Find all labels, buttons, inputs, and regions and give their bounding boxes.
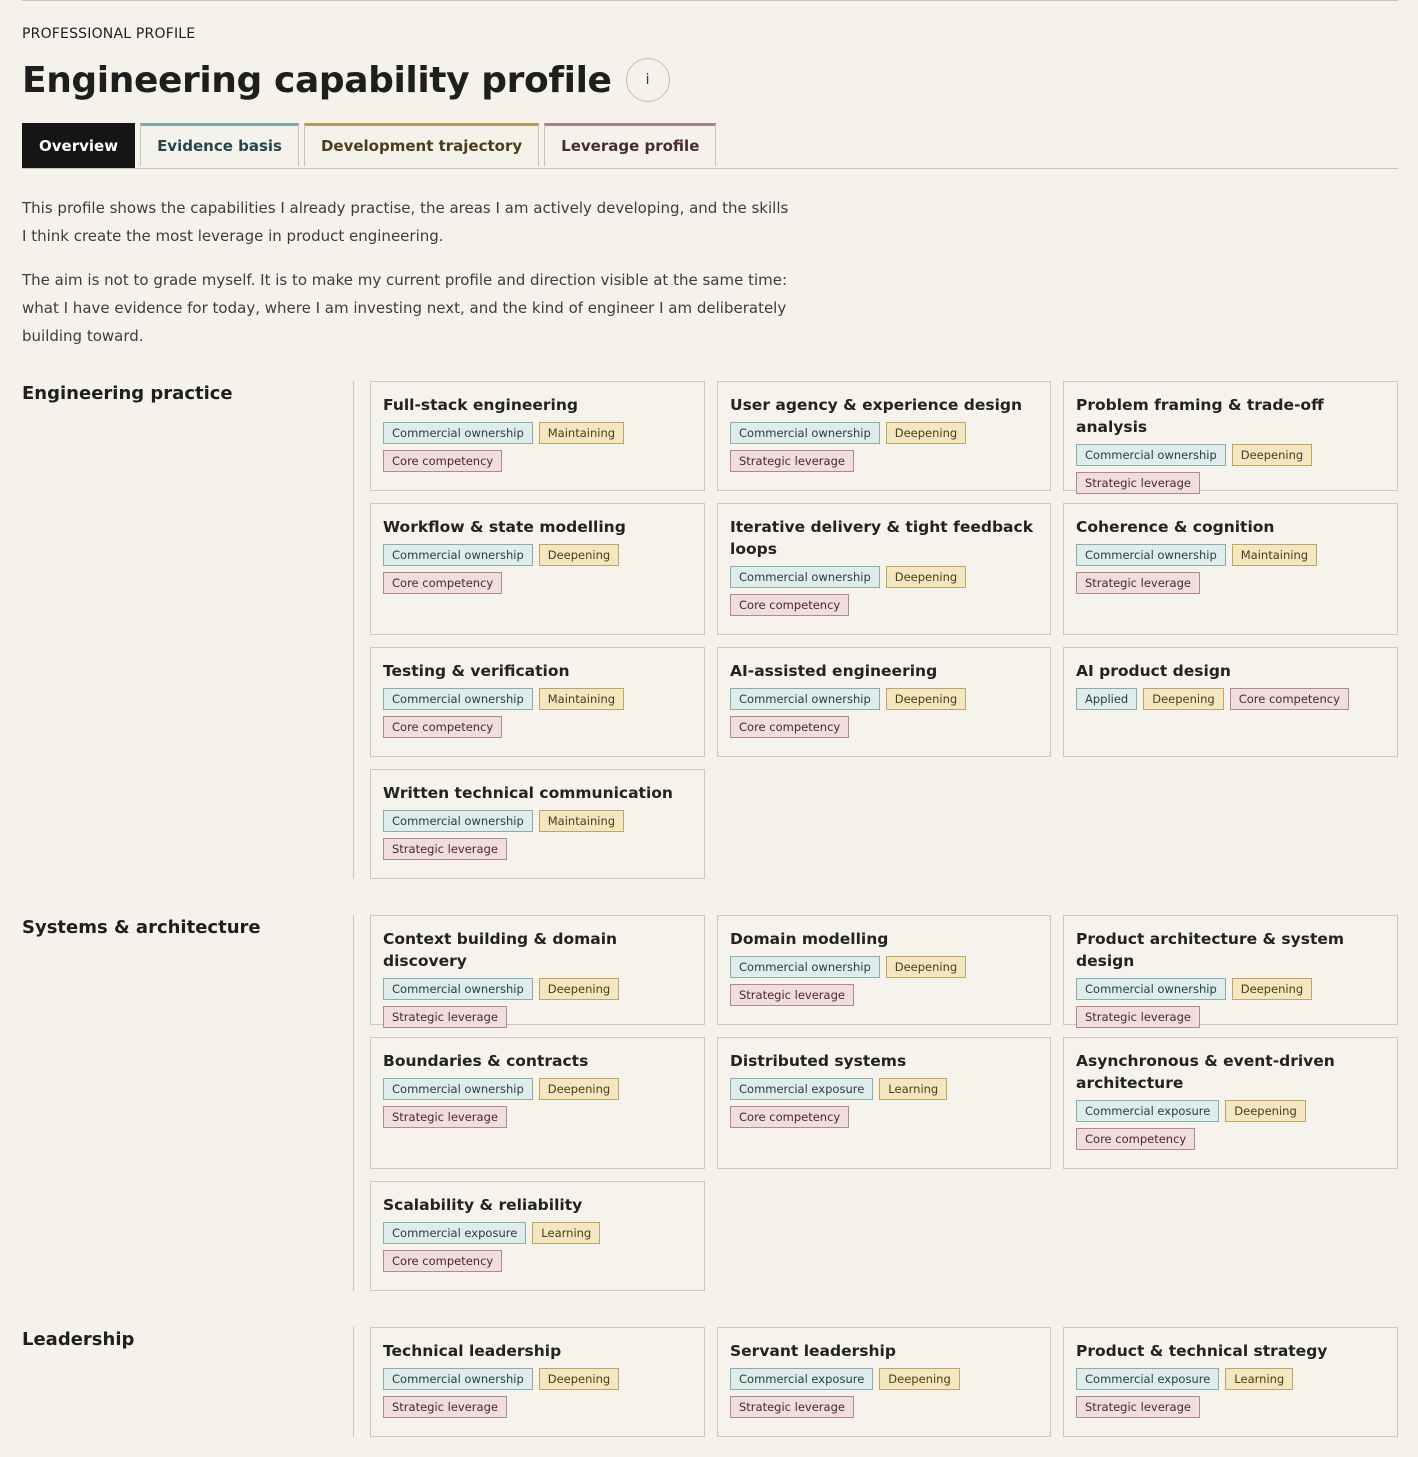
tag-list — [730, 956, 1038, 1006]
leverage-tag: Core competency — [730, 594, 849, 616]
capability-card[interactable] — [1063, 503, 1398, 635]
section-divider — [353, 1327, 354, 1437]
tag-list — [383, 1222, 692, 1272]
level-tag: Deepening — [886, 956, 966, 978]
tag-list — [383, 1078, 692, 1128]
section-title: Systems & architecture — [22, 917, 261, 938]
ownership-tag: Commercial ownership — [1076, 544, 1226, 566]
capability-grid — [370, 381, 1398, 879]
tag-list — [1076, 444, 1385, 494]
capability-card[interactable] — [717, 1037, 1051, 1169]
leverage-tag: Core competency — [730, 1106, 849, 1128]
capability-title: Testing & verification — [383, 662, 570, 680]
section-title: Engineering practice — [22, 383, 233, 404]
level-tag: Maintaining — [539, 422, 624, 444]
level-tag: Deepening — [1232, 444, 1312, 466]
capability-card[interactable] — [717, 381, 1051, 491]
level-tag: Deepening — [879, 1368, 959, 1390]
tag-list — [383, 422, 692, 472]
ownership-tag: Commercial ownership — [383, 544, 533, 566]
level-tag: Deepening — [539, 978, 619, 1000]
intro-text — [22, 194, 792, 366]
level-tag: Maintaining — [539, 810, 624, 832]
ownership-tag: Commercial exposure — [730, 1078, 873, 1100]
intro-paragraph: This profile shows the capabilities I already practise, the areas I am actively developing, and the skills I think create the most leverage in product engineering. — [22, 199, 789, 245]
tab-leverage-profile[interactable]: Leverage profile — [544, 123, 716, 166]
tag-list — [383, 544, 692, 594]
tag-list — [383, 810, 692, 860]
leverage-tag: Strategic leverage — [383, 838, 507, 860]
tab-development-trajectory[interactable]: Development trajectory — [304, 123, 539, 166]
capability-card[interactable] — [1063, 1327, 1398, 1437]
capability-card[interactable] — [717, 1327, 1051, 1437]
level-tag: Learning — [879, 1078, 947, 1100]
capability-title: Asynchronous & event-driven architecture — [1076, 1052, 1335, 1092]
tag-list — [383, 688, 692, 738]
ownership-tag: Commercial exposure — [1076, 1100, 1219, 1122]
level-tag: Deepening — [539, 1368, 619, 1390]
level-tag: Learning — [532, 1222, 600, 1244]
leverage-tag: Core competency — [383, 716, 502, 738]
info-icon: i — [645, 72, 650, 88]
ownership-tag: Commercial ownership — [730, 566, 880, 588]
tag-list — [730, 1078, 1038, 1128]
capability-card[interactable] — [717, 647, 1051, 757]
capability-grid — [370, 915, 1398, 1291]
capability-grid — [370, 1327, 1398, 1437]
leverage-tag: Strategic leverage — [730, 984, 854, 1006]
leverage-tag: Core competency — [1076, 1128, 1195, 1150]
ownership-tag: Commercial ownership — [730, 422, 880, 444]
level-tag: Deepening — [539, 544, 619, 566]
capability-title: Servant leadership — [730, 1342, 896, 1360]
tag-list — [1076, 1368, 1385, 1418]
level-tag: Learning — [1225, 1368, 1293, 1390]
capability-card[interactable] — [1063, 381, 1398, 491]
leverage-tag: Core competency — [383, 1250, 502, 1272]
capability-card[interactable] — [370, 503, 705, 635]
ownership-tag: Commercial ownership — [383, 1368, 533, 1390]
capability-card[interactable] — [717, 503, 1051, 635]
capability-title: Technical leadership — [383, 1342, 562, 1360]
ownership-tag: Commercial exposure — [383, 1222, 526, 1244]
leverage-tag: Core competency — [383, 572, 502, 594]
tag-list — [383, 1368, 692, 1418]
capability-card[interactable] — [370, 915, 705, 1025]
capability-title: AI-assisted engineering — [730, 662, 938, 680]
capability-card[interactable] — [1063, 647, 1398, 757]
leverage-tag: Strategic leverage — [730, 1396, 854, 1418]
ownership-tag: Commercial ownership — [383, 422, 533, 444]
level-tag: Maintaining — [539, 688, 624, 710]
capability-title: Product & technical strategy — [1076, 1342, 1328, 1360]
ownership-tag: Commercial ownership — [1076, 978, 1226, 1000]
capability-card[interactable] — [370, 1327, 705, 1437]
capability-card[interactable] — [370, 381, 705, 491]
ownership-tag: Commercial exposure — [1076, 1368, 1219, 1390]
capability-title: Scalability & reliability — [383, 1196, 583, 1214]
ownership-tag: Commercial ownership — [383, 688, 533, 710]
tag-list — [1076, 544, 1385, 594]
leverage-tag: Strategic leverage — [1076, 1396, 1200, 1418]
tag-list — [383, 978, 692, 1028]
capability-title: Context building & domain discovery — [383, 930, 618, 970]
level-tag: Deepening — [1225, 1100, 1305, 1122]
section-title: Leadership — [22, 1329, 135, 1350]
level-tag: Deepening — [886, 566, 966, 588]
capability-card[interactable] — [717, 915, 1051, 1025]
capability-card[interactable] — [370, 1181, 705, 1291]
info-button[interactable] — [626, 58, 670, 102]
tag-list — [1076, 1100, 1385, 1150]
tag-list — [730, 688, 1038, 738]
leverage-tag: Core competency — [383, 450, 502, 472]
ownership-tag: Applied — [1076, 688, 1137, 710]
capability-title: User agency & experience design — [730, 396, 1023, 414]
leverage-tag: Strategic leverage — [1076, 572, 1200, 594]
tag-list — [730, 422, 1038, 472]
capability-card[interactable] — [370, 647, 705, 757]
tab-evidence-basis[interactable]: Evidence basis — [140, 123, 299, 166]
level-tag: Maintaining — [1232, 544, 1317, 566]
level-tag: Deepening — [886, 422, 966, 444]
tab-overview[interactable]: Overview — [22, 123, 135, 168]
capability-title: Distributed systems — [730, 1052, 907, 1070]
capability-card[interactable] — [1063, 915, 1398, 1025]
section-divider — [353, 915, 354, 1291]
capability-title: Problem framing & trade-off analysis — [1076, 396, 1324, 436]
tag-list — [1076, 978, 1385, 1028]
top-divider — [22, 0, 1398, 1]
capability-card[interactable] — [370, 1037, 705, 1169]
capability-title: Workflow & state modelling — [383, 518, 626, 536]
ownership-tag: Commercial exposure — [730, 1368, 873, 1390]
ownership-tag: Commercial ownership — [383, 1078, 533, 1100]
ownership-tag: Commercial ownership — [730, 956, 880, 978]
level-tag: Deepening — [539, 1078, 619, 1100]
capability-title: Domain modelling — [730, 930, 889, 948]
capability-card[interactable] — [1063, 1037, 1398, 1169]
title-row — [22, 58, 670, 102]
tag-list — [730, 566, 1038, 616]
capability-title: Iterative delivery & tight feedback loops — [730, 518, 1034, 558]
level-tag: Deepening — [1143, 688, 1223, 710]
capability-title: Full-stack engineering — [383, 396, 578, 414]
leverage-tag: Strategic leverage — [730, 450, 854, 472]
intro-paragraph: The aim is not to grade myself. It is to make my current profile and direction visible at the same time: what I have evidence for today, where I am investing next, and the kind of engineer I am deliberately building toward. — [22, 271, 788, 345]
capability-title: Coherence & cognition — [1076, 518, 1275, 536]
tab-bar — [22, 122, 1398, 169]
leverage-tag: Strategic leverage — [383, 1006, 507, 1028]
capability-title: Product architecture & system design — [1076, 930, 1345, 970]
capability-card[interactable] — [370, 769, 705, 879]
page-title: Engineering capability profile — [22, 59, 612, 101]
level-tag: Deepening — [886, 688, 966, 710]
leverage-tag: Core competency — [1230, 688, 1349, 710]
ownership-tag: Commercial ownership — [383, 978, 533, 1000]
ownership-tag: Commercial ownership — [383, 810, 533, 832]
leverage-tag: Strategic leverage — [383, 1106, 507, 1128]
capability-title: Boundaries & contracts — [383, 1052, 589, 1070]
ownership-tag: Commercial ownership — [730, 688, 880, 710]
section-divider — [353, 381, 354, 879]
ownership-tag: Commercial ownership — [1076, 444, 1226, 466]
capability-title: AI product design — [1076, 662, 1231, 680]
eyebrow-label: PROFESSIONAL PROFILE — [22, 26, 196, 42]
leverage-tag: Core competency — [730, 716, 849, 738]
leverage-tag: Strategic leverage — [1076, 1006, 1200, 1028]
capability-title: Written technical communication — [383, 784, 673, 802]
level-tag: Deepening — [1232, 978, 1312, 1000]
tag-list — [730, 1368, 1038, 1418]
leverage-tag: Strategic leverage — [383, 1396, 507, 1418]
leverage-tag: Strategic leverage — [1076, 472, 1200, 494]
tag-list — [1076, 688, 1385, 710]
